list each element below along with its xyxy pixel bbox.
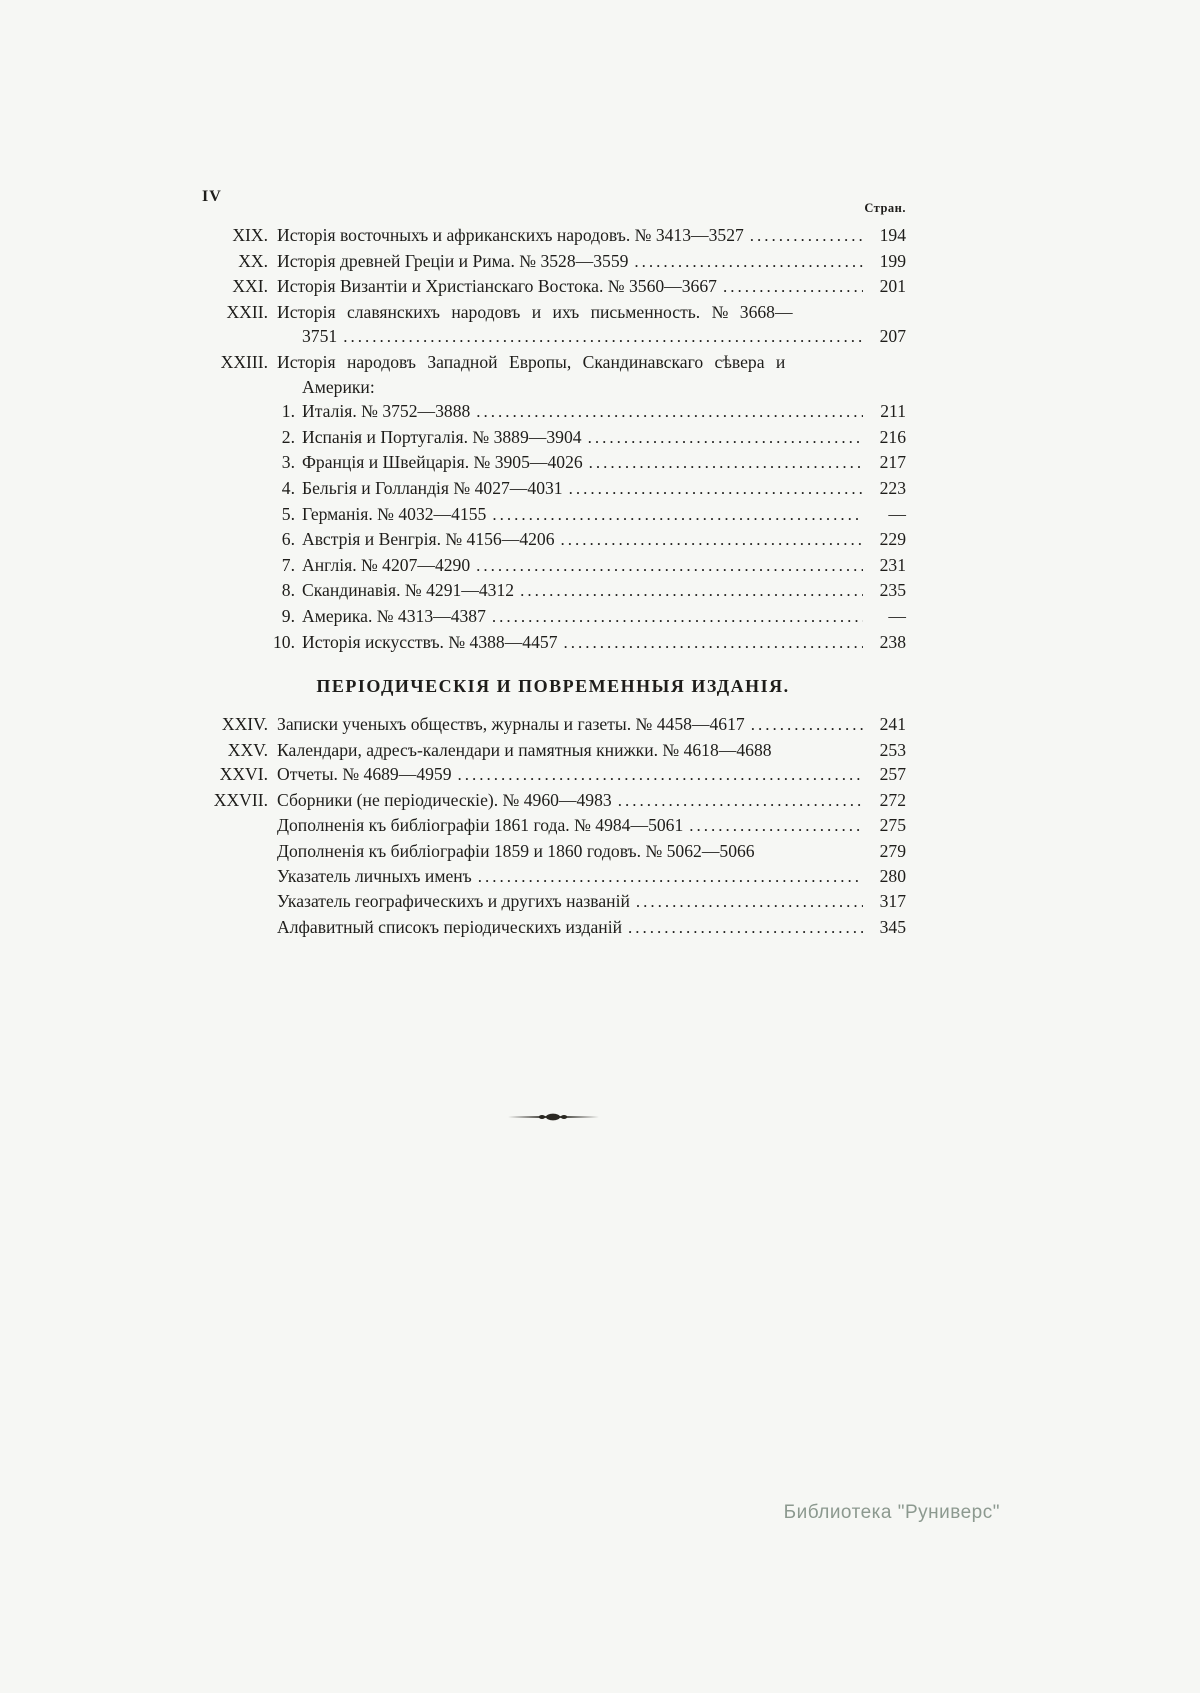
entry-title: Исторія народовъ Западной Европы, Скандинавскаго сѣвера и [277,351,786,372]
page-number: 345 [879,916,906,937]
page-number: 280 [879,865,906,886]
toc-row [200,223,906,249]
entry-title: Дополненія къ библіографіи 1861 года. № 4984—5061 [277,815,684,836]
leader-dots [561,527,863,553]
entry-title: Календари, адресъ-календари и памятныя книжки. № 4618—4688 [277,739,772,760]
page-number: 275 [879,815,906,836]
entry-numeral: XXVI. [219,764,268,785]
leader-dots [492,604,863,630]
toc-row [200,527,906,553]
toc-row [200,864,906,890]
entry-title: Германія. № 4032—4155 [302,503,487,524]
toc-row [200,578,906,604]
page-number: 317 [879,891,906,912]
leader-dots [569,476,863,502]
page-number: 201 [879,276,906,297]
leader-dots [618,788,863,814]
leader-dots [343,324,863,350]
leader-dots [689,813,863,839]
toc-row [200,249,906,275]
toc-row [200,889,906,915]
entry-title: Алфавитный списокъ періодическихъ изданій [277,916,623,937]
entry-title: Исторія славянскихъ народовъ и ихъ письменность. № 3668— [277,301,793,322]
toc-row [200,738,906,763]
leader-dots [750,223,863,249]
toc-row [200,450,906,476]
leader-dots [751,712,863,738]
entry-title: Испанія и Португалія. № 3889—3904 [302,426,582,447]
page-column-header: Стран. [864,201,906,215]
entry-title: Записки ученыхъ обществъ, журналы и газеты. № 4458—4617 [277,714,745,735]
entry-numeral: 2. [281,426,295,447]
toc-row [200,839,906,864]
entry-numeral: XXV. [227,739,268,760]
entry-numeral: 7. [281,554,295,575]
leader-dots [478,864,863,890]
ornament-flourish [505,1111,601,1123]
entry-title: Франція и Швейцарія. № 3905—4026 [302,452,583,473]
entry-title: Сборники (не періодическіе). № 4960—4983 [277,789,612,810]
entry-title: Указатель личныхъ именъ [277,865,472,886]
entry-title: Исторія восточныхъ и африканскихъ народовъ. № 3413—3527 [277,225,744,245]
entry-title: Италія. № 3752—3888 [302,401,471,422]
leader-dots [636,889,863,915]
entry-numeral: XXVII. [213,789,268,810]
entry-title: Исторія Византіи и Христіанскаго Востока. № 3560—3667 [277,276,717,297]
toc-row [200,813,906,839]
toc-row [200,553,906,579]
entry-title: Англія. № 4207—4290 [302,554,471,575]
page-number: 272 [879,789,906,810]
toc-row [200,712,906,738]
leader-dots [628,915,863,941]
entry-numeral: XXI. [232,276,268,297]
leader-dots [588,425,863,451]
entry-numeral: XXIII. [220,351,268,372]
entry-title: Исторія искусствъ. № 4388—4457 [302,631,558,652]
entry-numeral: XXII. [226,301,268,322]
toc-row [200,425,906,451]
page-number: 279 [879,841,906,862]
toc-row [200,274,906,300]
toc-row [200,915,906,941]
entry-title: Отчеты. № 4689—4959 [277,764,452,785]
entry-numeral: 1. [281,401,295,422]
entry-title: Дополненія къ библіографіи 1859 и 1860 годовъ. № 5062—5066 [277,841,755,862]
leader-dots [458,762,863,788]
page-number: 253 [879,739,906,760]
page-number: 223 [879,477,906,498]
library-watermark: Библиотека "Руниверс" [783,1502,1000,1523]
leader-dots [520,578,863,604]
entry-title: Указатель географическихъ и другихъ названій [277,891,630,912]
toc-row [200,630,906,656]
entry-numeral: 3. [281,452,295,473]
toc-row [200,788,906,814]
entry-numeral: 8. [281,580,295,601]
entry-title: Исторія древней Греціи и Рима. № 3528—3559 [277,250,629,271]
page-number: 257 [879,764,906,785]
entry-title: Америки: [302,376,375,397]
entry-title: 3751 [302,326,338,347]
entry-numeral: 9. [281,605,295,626]
page-number: 241 [879,714,906,735]
leader-dots [476,399,863,425]
page-number: 199 [879,250,906,271]
toc-row [200,399,906,425]
table-of-contents [200,201,906,940]
toc-row [200,350,906,375]
entry-title: Австрія и Венгрія. № 4156—4206 [302,529,555,550]
entry-title: Скандинавія. № 4291—4312 [302,580,515,601]
entry-numeral: 6. [281,529,295,550]
page-number: — [888,503,906,524]
entry-numeral: 4. [281,477,295,498]
page-number: 229 [879,529,906,550]
toc-row [200,502,906,528]
toc-row [200,300,906,325]
leader-dots [634,249,863,275]
leader-dots [492,502,863,528]
page-number: 231 [879,554,906,575]
page-number: — [888,605,906,626]
leader-dots [589,450,863,476]
page-number: 216 [879,426,906,447]
leader-dots [723,274,863,300]
entry-numeral: XXIV. [221,714,268,735]
toc-row [200,375,906,400]
page-number: 217 [879,452,906,473]
entry-title: Бельгія и Голландія № 4027—4031 [302,477,563,498]
page-number: 194 [879,225,906,245]
leader-dots [564,630,864,656]
entry-title: Америка. № 4313—4387 [302,605,486,626]
folio-number: IV [202,188,222,205]
toc-row [200,476,906,502]
entry-numeral: XIX. [232,225,268,245]
toc-row [200,762,906,788]
page-number: 211 [880,401,906,422]
page-number: 235 [879,580,906,601]
entry-numeral: 10. [273,631,295,652]
toc-row [200,604,906,630]
toc-row [200,324,906,350]
leader-dots [476,553,863,579]
toc-rows [200,223,906,940]
entry-numeral: 5. [281,503,295,524]
section-heading: ПЕРІОДИЧЕСКІЯ И ПОВРЕМЕННЫЯ ИЗДАНІЯ. [316,676,790,697]
page-number: 207 [879,326,906,347]
page-number: 238 [879,631,906,652]
entry-numeral: XX. [238,250,268,271]
divider-ornament [200,1110,906,1128]
